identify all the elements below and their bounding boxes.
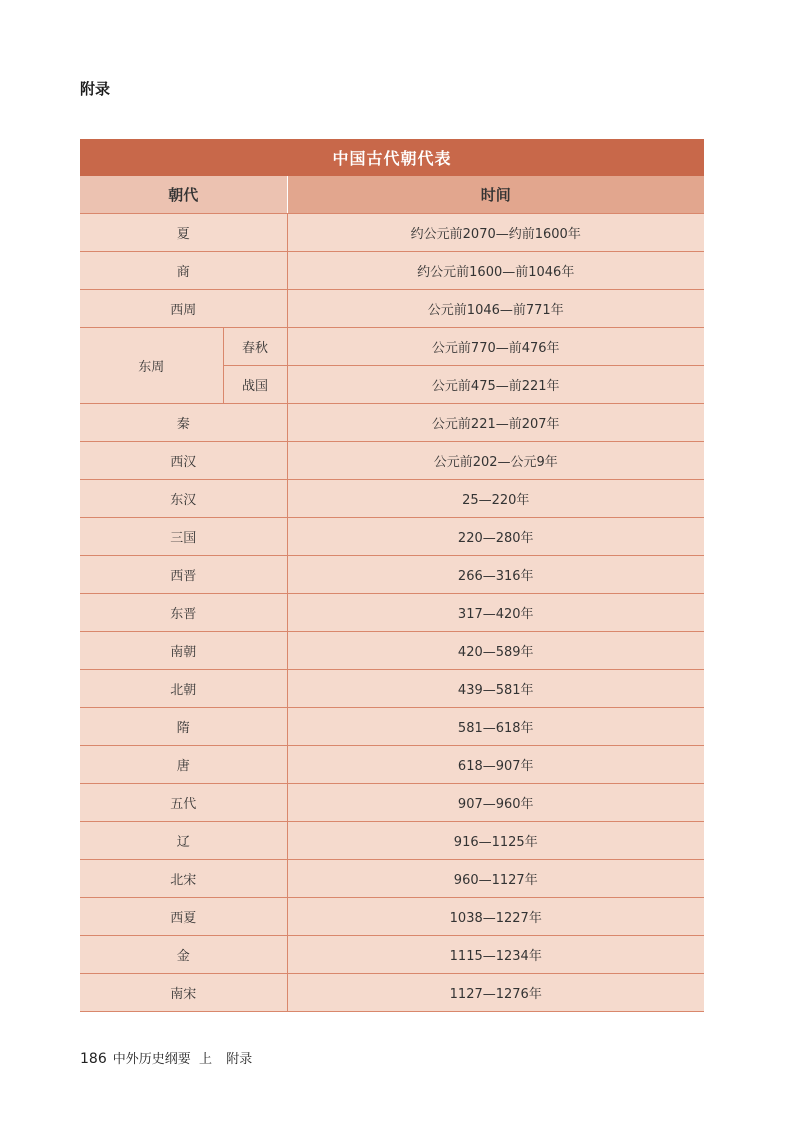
table-row	[80, 784, 704, 822]
table-row	[80, 252, 704, 290]
table-row	[80, 822, 704, 860]
dynasty-name: 东周	[80, 328, 223, 404]
table-row	[80, 632, 704, 670]
dynasty-time: 1038—1227年	[287, 898, 704, 936]
dynasty-time: 220—280年	[287, 518, 704, 556]
dynasty-time: 916—1125年	[287, 822, 704, 860]
book-title: 中外历史纲要	[112, 1052, 191, 1067]
table-row	[80, 480, 704, 518]
dynasty-time: 公元前1046—前771年	[287, 290, 704, 328]
dynasty-name: 西汉	[80, 442, 287, 480]
dynasty-time: 618—907年	[287, 746, 704, 784]
dynasty-time: 公元前475—前221年	[287, 366, 704, 404]
part-label: 附录	[226, 1052, 253, 1067]
dynasty-time: 581—618年	[287, 708, 704, 746]
table-row	[80, 594, 704, 632]
dynasty-name: 西夏	[80, 898, 287, 936]
table-row	[80, 556, 704, 594]
dynasty-name: 三国	[80, 518, 287, 556]
table-row	[80, 860, 704, 898]
dynasty-name: 金	[80, 936, 287, 974]
dynasty-time: 266—316年	[287, 556, 704, 594]
dynasty-name: 商	[80, 252, 287, 290]
dynasty-table	[80, 139, 704, 1012]
dynasty-name: 南宋	[80, 974, 287, 1012]
header-dynasty: 朝代	[80, 176, 287, 214]
dynasty-name: 唐	[80, 746, 287, 784]
dynasty-time: 317—420年	[287, 594, 704, 632]
header-time: 时间	[287, 176, 704, 214]
dynasty-name: 秦	[80, 404, 287, 442]
dynasty-time: 1115—1234年	[287, 936, 704, 974]
dynasty-time: 约公元前2070—约前1600年	[287, 214, 704, 252]
table-row	[80, 328, 704, 366]
page-number: 186	[80, 1051, 107, 1067]
dynasty-name: 北朝	[80, 670, 287, 708]
dynasty-time: 约公元前1600—前1046年	[287, 252, 704, 290]
volume-label: 上	[199, 1052, 213, 1067]
dynasty-name: 夏	[80, 214, 287, 252]
table-row	[80, 404, 704, 442]
sub-period-name: 战国	[223, 366, 287, 404]
table-row	[80, 290, 704, 328]
dynasty-time: 1127—1276年	[287, 974, 704, 1012]
table-row	[80, 214, 704, 252]
table-row	[80, 670, 704, 708]
table-row	[80, 974, 704, 1012]
dynasty-name: 东晋	[80, 594, 287, 632]
dynasty-name: 西周	[80, 290, 287, 328]
table-row	[80, 936, 704, 974]
dynasty-time: 960—1127年	[287, 860, 704, 898]
table-row	[80, 708, 704, 746]
table-row	[80, 518, 704, 556]
dynasty-time: 公元前202—公元9年	[287, 442, 704, 480]
dynasty-name: 西晋	[80, 556, 287, 594]
table-row	[80, 898, 704, 936]
page-footer	[80, 1048, 252, 1067]
dynasty-name: 东汉	[80, 480, 287, 518]
dynasty-time: 25—220年	[287, 480, 704, 518]
section-title: 附录	[80, 80, 111, 98]
dynasty-time: 907—960年	[287, 784, 704, 822]
sub-period-name: 春秋	[223, 328, 287, 366]
dynasty-name: 辽	[80, 822, 287, 860]
table-title: 中国古代朝代表	[80, 139, 704, 176]
dynasty-time: 420—589年	[287, 632, 704, 670]
dynasty-time: 公元前221—前207年	[287, 404, 704, 442]
dynasty-name: 隋	[80, 708, 287, 746]
dynasty-name: 五代	[80, 784, 287, 822]
dynasty-time: 公元前770—前476年	[287, 328, 704, 366]
table-row	[80, 442, 704, 480]
dynasty-time: 439—581年	[287, 670, 704, 708]
dynasty-name: 南朝	[80, 632, 287, 670]
table-row	[80, 746, 704, 784]
dynasty-name: 北宋	[80, 860, 287, 898]
